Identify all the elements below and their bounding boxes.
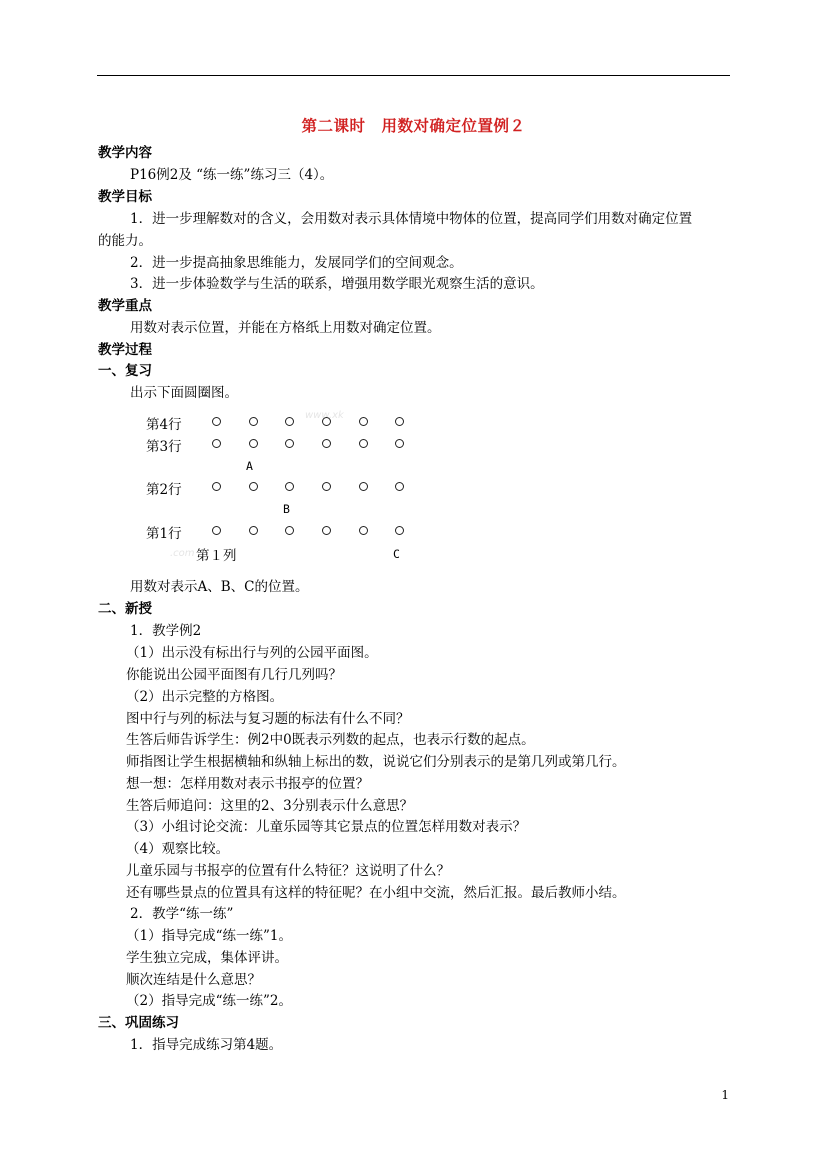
grid-circle xyxy=(322,417,331,426)
new-lesson-line: 师指图让学生根据横轴和纵轴上标出的数，说说它们分别表示的是第几列或第几行。 xyxy=(126,754,626,770)
focus-heading: 教学重点 xyxy=(98,298,152,314)
grid-circle xyxy=(322,439,331,448)
new-lesson-line: 想一想：怎样用数对表示书报亭的位置？ xyxy=(126,776,369,792)
grid-circle xyxy=(395,482,404,491)
new-lesson-line: 顺次连结是什么意思？ xyxy=(126,972,261,988)
circle-grid-diagram xyxy=(140,408,440,568)
grid-circle xyxy=(249,482,258,491)
grid-circle xyxy=(285,482,294,491)
grid-circle xyxy=(395,417,404,426)
grid-circle xyxy=(359,482,368,491)
review-question: 用数对表示A、B、C的位置。 xyxy=(130,579,309,595)
grid-circle xyxy=(395,526,404,535)
grid-circle xyxy=(212,417,221,426)
process-heading: 教学过程 xyxy=(98,342,152,358)
new-lesson-line: （2）出示完整的方格图。 xyxy=(126,689,284,705)
goals-heading: 教学目标 xyxy=(98,189,152,205)
new-lesson-line: 图中行与列的标法与复习题的标法有什么不同？ xyxy=(126,711,410,727)
new-lesson-line: （2）指导完成“练一练”2。 xyxy=(126,993,292,1009)
new-lesson-line: 生答后师追问：这里的2、3分别表示什么意思？ xyxy=(126,798,414,814)
page-number: 1 xyxy=(721,1088,729,1102)
grid-circle xyxy=(249,417,258,426)
row-label-2: 第2行 xyxy=(146,482,182,498)
grid-circle xyxy=(285,526,294,535)
grid-circle xyxy=(212,439,221,448)
watermark-logo: .com xyxy=(170,548,195,559)
grid-circle xyxy=(322,482,331,491)
document-title: 第二课时 用数对确定位置例２ xyxy=(301,117,526,135)
new-lesson-line: （1）指导完成“练一练”1。 xyxy=(126,928,292,944)
review-text: 出示下面圆圈图。 xyxy=(130,385,238,401)
new-lesson-line: 生答后师告诉学生：例2中0既表示列数的起点，也表示行数的起点。 xyxy=(126,732,535,748)
goal-1-line-1: 1．进一步理解数对的含义，会用数对表示具体情境中物体的位置，提高同学们用数对确定位置 xyxy=(130,211,693,227)
grid-circle xyxy=(359,439,368,448)
content-heading: 教学内容 xyxy=(98,145,152,161)
new-lesson-line: 你能说出公园平面图有几行几列吗？ xyxy=(126,667,342,683)
point-label-c: C xyxy=(393,547,400,561)
watermark-logo: www.xk xyxy=(305,410,344,421)
new-lesson-heading: 二、新授 xyxy=(98,601,152,617)
new-lesson-line: 学生独立完成，集体评讲。 xyxy=(126,950,288,966)
practice-text: 1．指导完成练习第4题。 xyxy=(130,1037,283,1053)
point-label-b: B xyxy=(283,502,290,516)
point-label-a: A xyxy=(246,459,253,473)
goal-3: 3．进一步体验数学与生活的联系，增强用数学眼光观察生活的意识。 xyxy=(130,276,544,292)
column-label-1: 第１列 xyxy=(196,548,237,564)
new-lesson-line: （4）观察比较。 xyxy=(126,841,230,857)
grid-circle xyxy=(212,526,221,535)
grid-circle xyxy=(359,526,368,535)
new-lesson-line: 1．教学例2 xyxy=(130,623,202,639)
new-lesson-line: （1）出示没有标出行与列的公园平面图。 xyxy=(126,645,378,661)
goal-1-line-2: 的能力。 xyxy=(98,233,152,249)
grid-circle xyxy=(249,439,258,448)
grid-circle xyxy=(359,417,368,426)
grid-circle xyxy=(395,439,404,448)
practice-heading: 三、巩固练习 xyxy=(98,1015,179,1031)
new-lesson-line: 还有哪些景点的位置具有这样的特征呢？在小组中交流，然后汇报。最后教师小结。 xyxy=(126,885,626,901)
new-lesson-line: 儿童乐园与书报亭的位置有什么特征？这说明了什么？ xyxy=(126,863,450,879)
new-lesson-line: （3）小组讨论交流：儿童乐园等其它景点的位置怎样用数对表示？ xyxy=(126,819,527,835)
grid-circle xyxy=(212,482,221,491)
focus-text: 用数对表示位置，并能在方格纸上用数对确定位置。 xyxy=(130,320,441,336)
row-label-1: 第1行 xyxy=(146,526,182,542)
grid-circle xyxy=(285,439,294,448)
grid-circle xyxy=(249,526,258,535)
review-heading: 一、复习 xyxy=(98,363,152,379)
row-label-4: 第4行 xyxy=(146,417,182,433)
grid-circle xyxy=(285,417,294,426)
row-label-3: 第3行 xyxy=(146,439,182,455)
grid-circle xyxy=(322,526,331,535)
header-rule xyxy=(97,75,730,76)
new-lesson-line: 2．教学“练一练” xyxy=(130,906,234,922)
content-text: P16例2及 “练一练”练习三（4）。 xyxy=(130,167,334,183)
goal-2: 2．进一步提高抽象思维能力，发展同学们的空间观念。 xyxy=(130,255,463,271)
